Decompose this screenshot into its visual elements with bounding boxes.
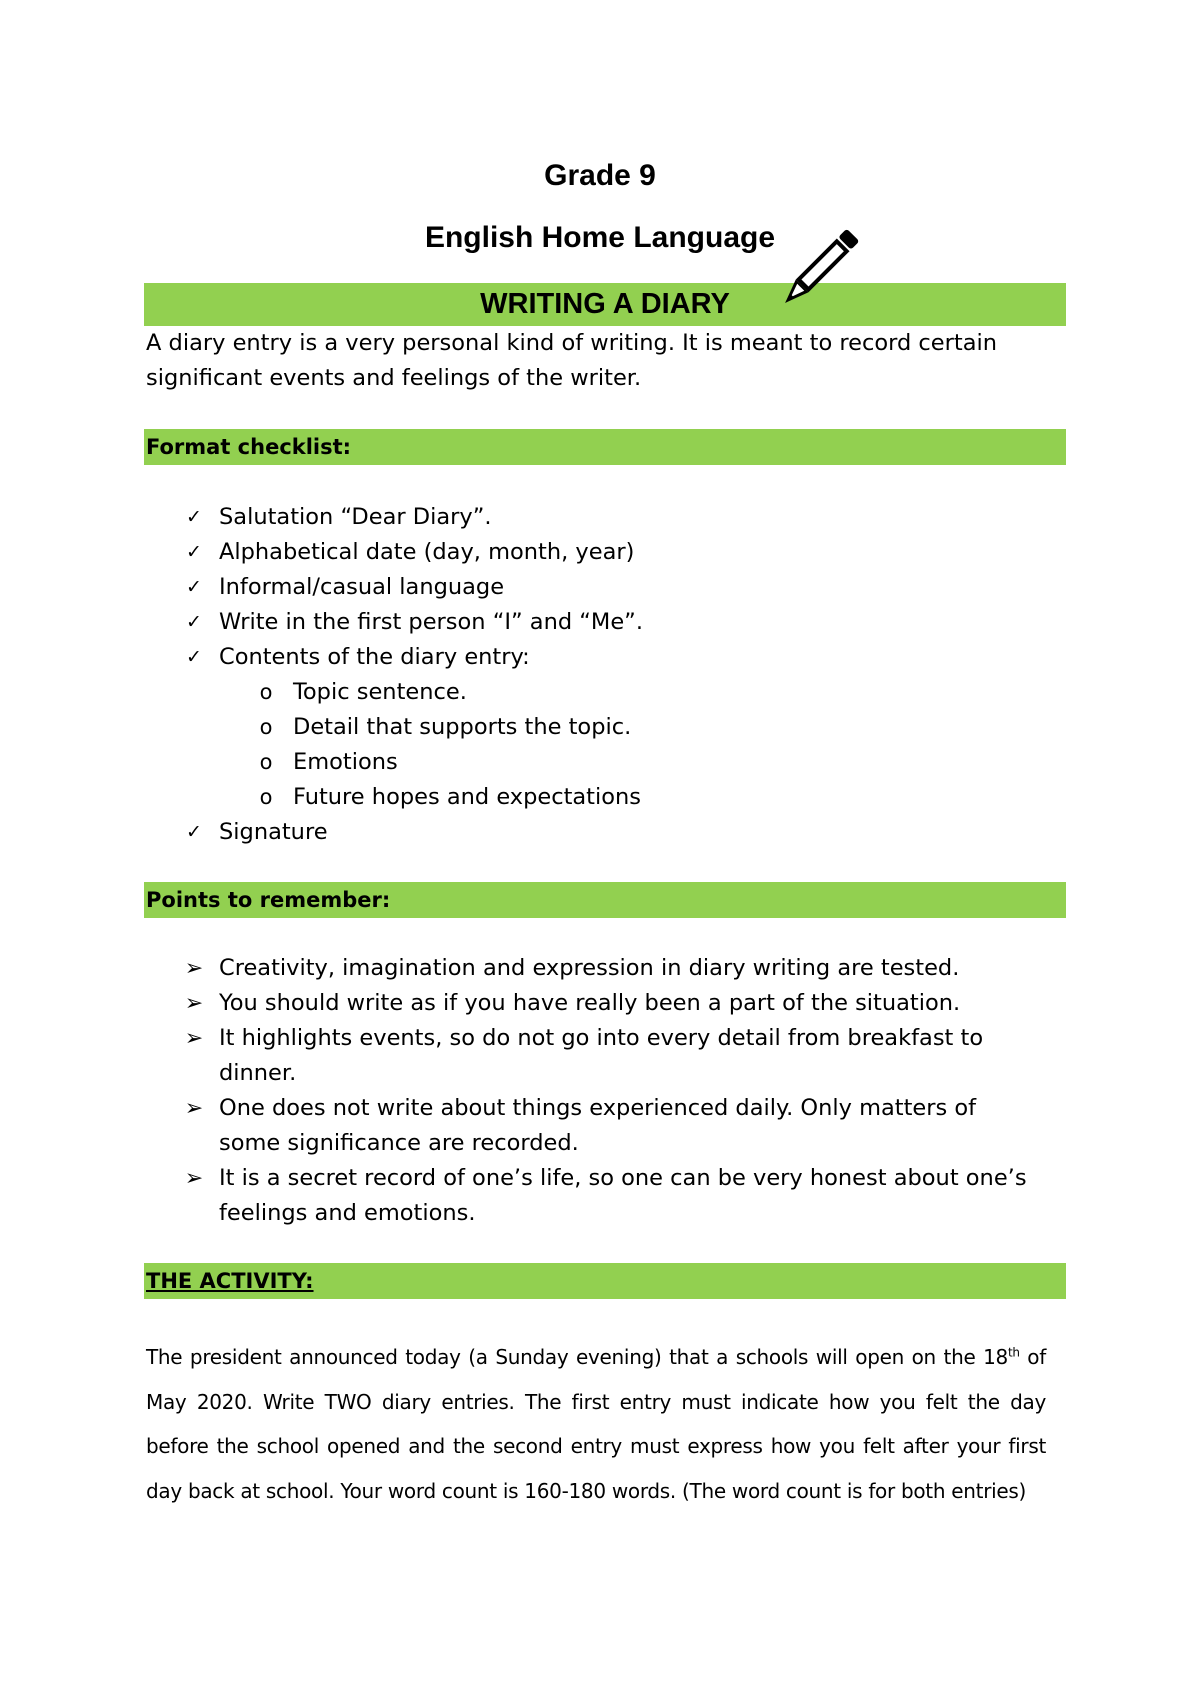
- sub-list-item: o Emotions: [0, 745, 1113, 780]
- activity-band: [144, 1263, 1066, 1299]
- grade-heading: Grade 9: [544, 159, 656, 192]
- list-item: ✓ Contents of the diary entry:: [0, 640, 1039, 675]
- list-item: ✓ Salutation “Dear Diary”.: [0, 500, 1039, 535]
- list-item: ✓ Informal/casual language: [0, 570, 1039, 605]
- document-title: WRITING A DIARY: [480, 288, 730, 320]
- arrow-bullet-icon: ➢: [184, 991, 204, 1016]
- circle-bullet-icon: o: [259, 715, 273, 739]
- arrow-bullet-icon: ➢: [184, 1026, 204, 1051]
- sub-list-item: o Detail that supports the topic.: [0, 710, 1113, 745]
- subject-heading: English Home Language: [424, 221, 776, 254]
- checkmark-icon: ✓: [186, 541, 202, 563]
- checkmark-icon: ✓: [186, 646, 202, 668]
- list-item: ➢ It highlights events, so do not go into every detail from breakfast to dinner.: [0, 1021, 1039, 1091]
- list-item: ➢ It is a secret record of one’s life, so one can be very honest about one’s feelings and emotions.: [0, 1161, 1039, 1231]
- activity-heading: THE ACTIVITY:: [146, 1269, 314, 1293]
- list-item: ➢ You should write as if you have really been a part of the situation.: [0, 986, 1039, 1021]
- format-checklist-heading: Format checklist:: [146, 435, 352, 459]
- intro-paragraph: A diary entry is a very personal kind of writing. It is meant to record certain significant events and feelings of the writer.: [146, 330, 997, 391]
- pencil-icon: [772, 226, 862, 316]
- checkmark-icon: ✓: [186, 611, 202, 633]
- sub-list-item: o Future hopes and expectations: [0, 780, 1113, 815]
- list-item: ✓ Signature: [0, 815, 1039, 850]
- points-list: [0, 951, 1039, 1231]
- circle-bullet-icon: o: [259, 750, 273, 774]
- list-item: ➢ One does not write about things experienced daily. Only matters of some significance are recorded.: [0, 1091, 1039, 1161]
- checkmark-icon: ✓: [186, 506, 202, 528]
- format-checklist-band: [144, 429, 1066, 465]
- points-band: [144, 882, 1066, 918]
- title-band: [144, 283, 1066, 326]
- arrow-bullet-icon: ➢: [184, 1096, 204, 1121]
- sub-list-item: o Topic sentence.: [0, 675, 1113, 710]
- list-item: ✓ Write in the first person “I” and “Me”.: [0, 605, 1039, 640]
- activity-paragraph: The president announced today (a Sunday evening) that a schools will open on the 18th of May 2020. Write TWO diary entries. The first entry must indicate how you felt the day before the school opened and the second entry must express how you felt after your first day back at school. Your word count is 160-180 words. (The word count is for both entries): [146, 1345, 1046, 1503]
- list-item: ✓ Alphabetical date (day, month, year): [0, 535, 1039, 570]
- circle-bullet-icon: o: [259, 680, 273, 704]
- circle-bullet-icon: o: [259, 785, 273, 809]
- checkmark-icon: ✓: [186, 576, 202, 598]
- arrow-bullet-icon: ➢: [184, 956, 204, 981]
- format-checklist: [0, 500, 1113, 850]
- list-item: ➢ Creativity, imagination and expression in diary writing are tested.: [0, 951, 1039, 986]
- arrow-bullet-icon: ➢: [184, 1166, 204, 1191]
- points-heading: Points to remember:: [146, 888, 391, 912]
- checkmark-icon: ✓: [186, 821, 202, 843]
